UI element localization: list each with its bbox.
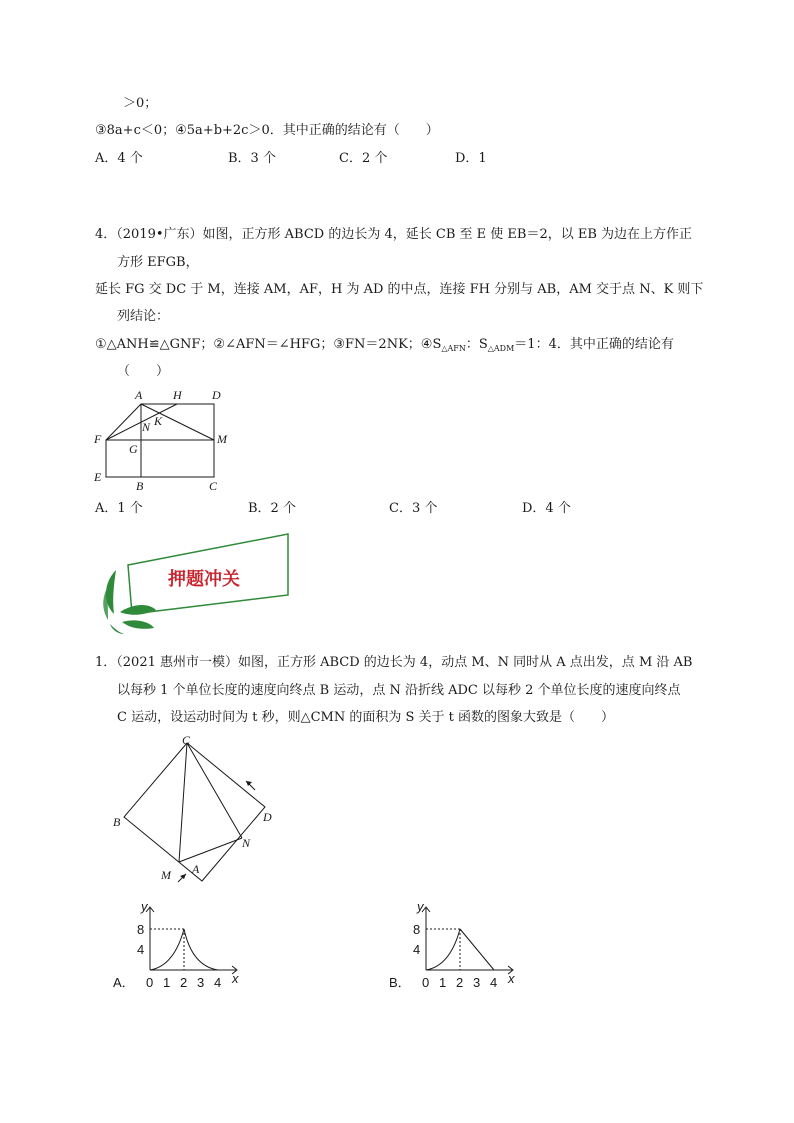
arrow-m-head-icon [180,874,186,879]
p1-label-c: C [182,733,191,747]
q4-line5-part3: ＝1：4．其中正确的结论有 [514,337,674,352]
graph-option-a [110,900,250,995]
graph-a-ytick-8: 8 [137,922,145,937]
p1-line2: 以每秒 1 个单位长度的速度向终点 B 运动，点 N 沿折线 ADC 以每秒 2 个单位长度的速度向终点 [117,683,681,698]
label-e: E [94,470,102,484]
q4-option-b: B．2 个 [248,501,296,516]
prev-question-line1: ＞0； [123,96,158,111]
graph-a-xtick-2: 2 [180,975,188,990]
q4-line4: 列结论： [117,309,170,324]
prev-option-d: D．1 [455,151,487,166]
graph-a-y-label: y [141,899,148,914]
p1-label-b: B [113,815,121,829]
line-am [141,404,214,440]
square-abcd-rotated [124,743,265,881]
p1-line3: C 运动，设运动时间为 t 秒，则△CMN 的面积为 S 关于 t 函数的图象大致是（ ） [117,710,614,725]
p1-label-n: N [242,836,251,850]
q4-line5-sub1: △AFN [441,344,466,353]
p1-label-a: A [192,862,200,876]
line-cm [179,743,187,862]
label-n: N [142,420,151,434]
p1-line1: 1．（2021 惠州市一模）如图，正方形 ABCD 的边长为 4，动点 M、N 同时从 A 点出发，点 M 沿 AB [95,655,693,670]
prev-option-a: A．4 个 [95,151,143,166]
q4-line5-part2: ：S [465,337,488,352]
label-k: K [154,414,163,428]
line-af [106,404,141,440]
graph-a-curve-fall [184,929,218,970]
label-f: F [94,432,102,446]
q4-square-figure [90,380,240,500]
q4-line3: 延长 FG 交 DC 于 M，连接 AM，AF，H 为 AD 的中点，连接 FH 分别与 AB，AM 交于点 N、K 则下 [95,282,704,297]
graph-a-curve-rise [150,929,184,970]
label-c: C [209,479,218,493]
graph-b-curve-rise [426,929,460,970]
graph-option-b [386,900,526,995]
section-banner [98,530,298,640]
arrow-n-head-icon [246,781,252,786]
graph-b-xtick-4: 4 [490,975,498,990]
q4-line5 [95,336,674,358]
p1-label-d: D [263,810,272,824]
prev-option-c: C．2 个 [339,151,388,166]
graph-b-xtick-1: 1 [439,975,447,990]
q4-line6: （ ） [117,364,170,379]
q4-line1: 4．（2019•广东）如图，正方形 ABCD 的边长为 4，延长 CB 至 E 使 EB＝2，以 EB 为边在上方作正 [95,227,693,242]
q4-option-a: A．1 个 [95,501,143,516]
graph-b-ytick-4: 4 [413,942,421,957]
prev-question-line2: ③8a+c＜0；④5a+b+2c＞0．其中正确的结论有（ ） [95,123,439,138]
banner-title: 押题冲关 [168,569,240,590]
line-mn [179,838,242,862]
graph-b-xtick-2: 2 [456,975,464,990]
graph-b-x-label: x [508,971,515,986]
graph-b-ytick-8: 8 [413,922,421,937]
graph-a-xtick-1: 1 [163,975,171,990]
graph-b-line-fall [460,929,494,970]
label-b: B [136,479,144,493]
graph-b-xtick-0: 0 [422,975,430,990]
label-m: M [217,432,227,446]
prev-option-b: B．3 个 [228,151,276,166]
graph-a-option-label: A． [113,975,135,990]
graph-b-option-label: B． [389,975,411,990]
q4-line2: 方形 EFGB， [117,255,199,270]
q4-option-d: D．4 个 [522,501,571,516]
p1-label-m: M [161,868,171,882]
q4-line5-part1: ①△ANH≌△GNF；②∠AFN＝∠HFG；③FN＝2NK；④S [95,337,442,352]
label-d: D [212,388,221,402]
graph-a-x-label: x [232,971,239,986]
graph-b-xtick-3: 3 [473,975,481,990]
label-h: H [173,388,182,402]
q4-option-c: C．3 个 [389,501,438,516]
line-cn [187,743,242,838]
q4-line5-sub2: △ADM [487,344,515,353]
graph-a-xtick-3: 3 [197,975,205,990]
graph-a-ytick-4: 4 [137,942,145,957]
graph-a-xtick-4: 4 [214,975,222,990]
label-a: A [135,388,143,402]
label-g: G [129,442,138,456]
graph-b-y-label: y [417,899,424,914]
graph-a-xtick-0: 0 [146,975,154,990]
p1-rotated-square-figure [110,730,290,880]
